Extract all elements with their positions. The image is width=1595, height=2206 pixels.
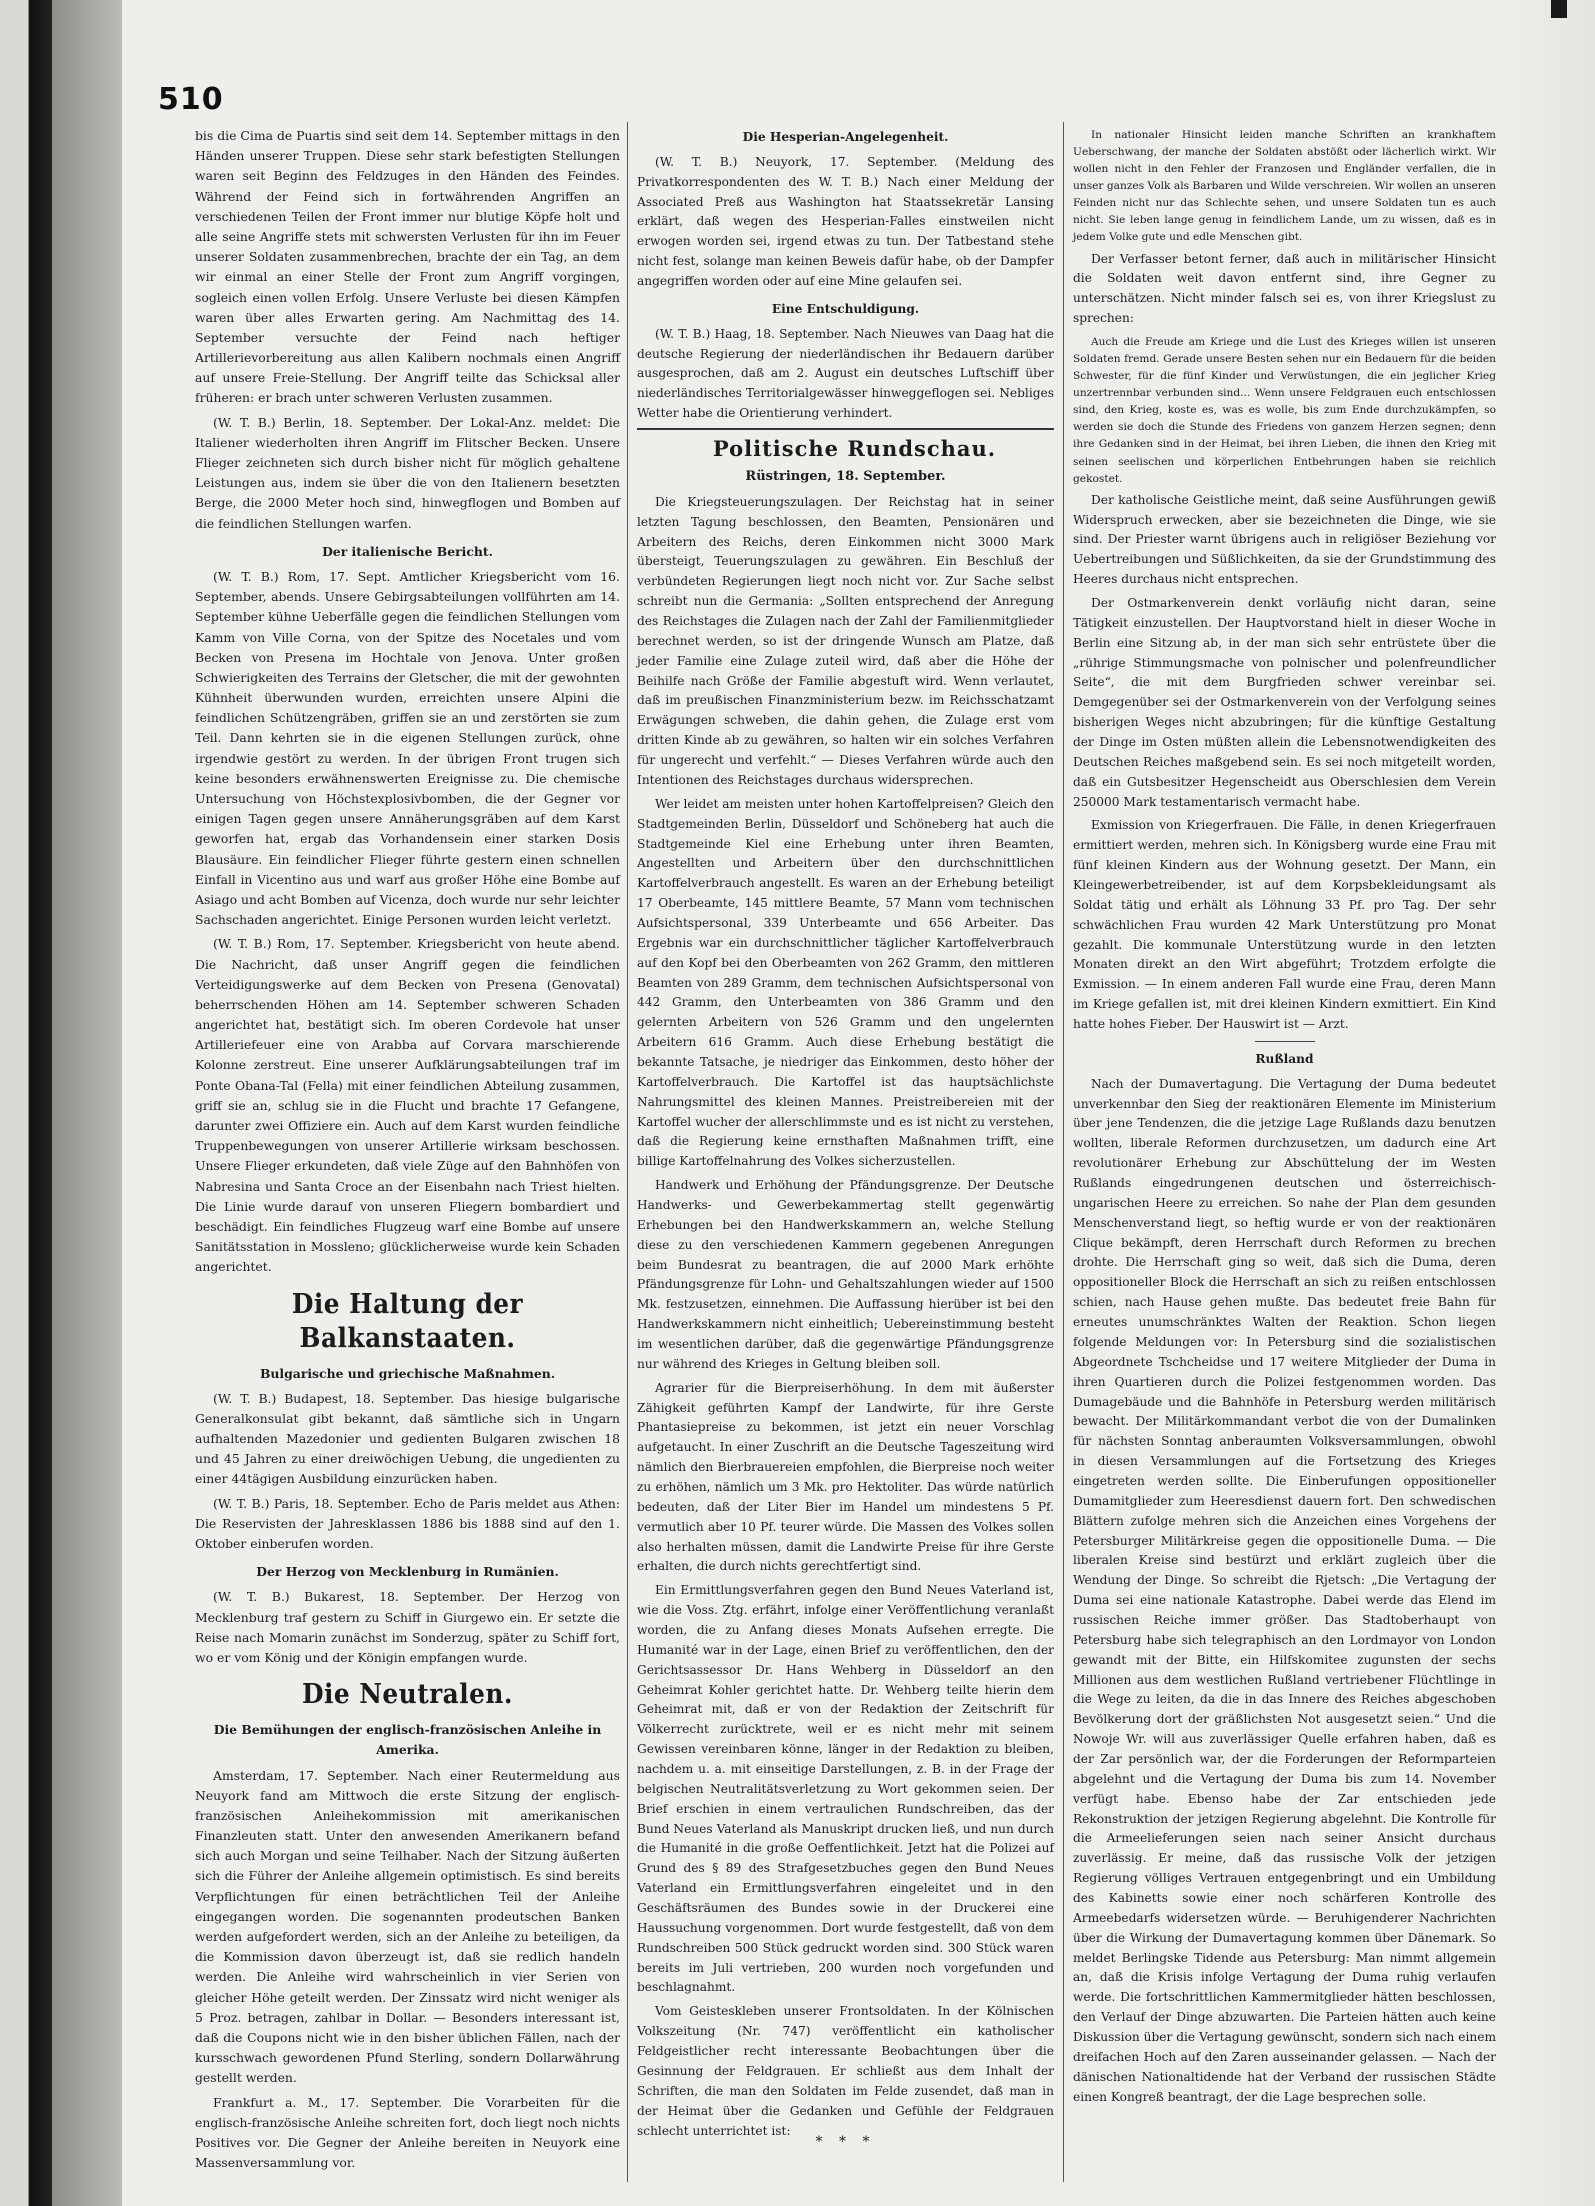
article-paragraph: (W. T. B.) Neuyork, 17. September. (Meldung des Privatkorrespondenten des W. T. B.) Nach einer Meldung der Associated Preß aus Washington hat Staatssekretär Lansing erklärt, daß wegen des Hesperian-Falles einstweilen nicht erwogen worden sei, irgend etwas zu tun. Der Tatbestand stehe nicht fest, solange man keinen Beweis dafür habe, ob der Dampfer angegriffen worden oder auf eine Mine gelaufen sei. bbox=[637, 154, 1054, 289]
article-paragraph: Vom Geisteskleben unserer Frontsoldaten. In der Kölnischen Volkszeitung (Nr. 747) veröffentlicht ein katholischer Feldgeistlicher recht interessante Beobachtungen über die Gesinnung der Feldgrauen. Er schließt aus dem Inhalt der Schriften, die man den Soldaten im Felde zusendet, daß man in der Heimat über die Gedanken und Gefühle der Feldgrauen schlecht unterrichtet ist: bbox=[637, 2004, 1054, 2138]
book-gutter-shadow bbox=[52, 0, 122, 2206]
article-paragraph: (W. T. B.) Bukarest, 18. September. Der Herzog von Mecklenburg traf gestern zu Schiff in Giurgewo ein. Er setzte die Reise nach Momarin zunächst im Sonderzug, später zu Schiff fort, wo er vom König und der Königin empfangen wurde. bbox=[195, 1589, 620, 1665]
article-paragraph: Nach der Dumavertagung. Die Vertagung der Duma bedeutet unverkennbar den Sieg der reaktionären Elemente im Ministerium über jene Tendenzen, die die jetzige Lage Rußlands dazu benutzen wollten, liberale Reformen durchzusetzen, um dadurch eine Art revolutionärer Erhebung zur Abschüttelung der im Westen Rußlands eingedrungenen deutschen und österreichisch-ungarischen Heere zu erreichen. So nahe der Plan dem gesunden Menschenverstand liegt, so heftig wurde er von der reaktionären Clique bekämpft, deren Herrschaft durch Reformen zu brechen drohte. Die Herrschaft ging so weit, daß sich die Duma, deren oppositioneller Block die Herrschaft an sich zu reißen entschlossen schien, nach Hause gehen mußte. Das bedeutet freie Bahn für erneutes unumschränktes Walten der Reaktion. Schon liegen folgende Meldungen vor: In Petersburg sind die sozialistischen Abgeordnete Tschcheidse und 17 weitere Mitglieder der Duma in ihren Quartieren durch die Polizei festgenommen worden. Das Dumagebäude und die Bahnhöfe in Petersburg werden militärisch bewacht. Der Militärkommandant verbot die von der Dumalinken für nächsten Sonntag anberaumten Volksversammlungen, obwohl in diesen Versammlungen auf die Fortsetzung des Krieges eingetreten werden sollte. Die Einberufungen oppositioneller Dumamitglieder zum Heeresdienst dauern fort. Den schwedischen Blättern zufolge mehren sich die Anzeichen eines Vorgehens der Petersburger Militärkreise gegen die oppositionelle Duma. — Die liberalen Kreise sind bestürzt und erklärt zugleich über die Wendung der Dinge. So schreibt die Rjetsch: „Die Vertagung der Duma sei eine nationale Katastrophe. Dabei werde das Elend im russischen Reiche immer größer. Das Stadtoberhaupt von Petersburg habe sich telegraphisch an den Lordmayor von London gewandt mit der Bitte, ein Hilfskomitee zugunsten der sechs Millionen aus dem westlichen Rußland vertriebener Flüchtlinge in die Wege zu leiten, da die in das Innere des Reiches abgeschoben Bevölkerung dort der gräßlichsten Not ausgesetzt seien.“ Und die Nowoje Wr. will aus zuverlässiger Quelle erfahren haben, daß es der Zar persönlich war, der die Forderungen der Reformparteien abgelehnt und die Vertagung der Duma bis zum 14. November verfügt habe. Ebenso habe der Zar entschieden jede Rekonstruktion der jetzigen Regierung abgelehnt. Die Kontrolle für die Armeelieferungen seien nach seiner Ansicht durchaus zuverlässig. Er meine, daß das russische Volk der jetzigen Regierung völliges Vertrauen entgegenbringt und ein Umbildung des Kabinetts sowie einer noch schärferen Kontrolle des Armeebedarfs widersetzen würde. — Beruhigenderer Nachrichten über die Wirkung der Dumavertagung kommen über Dänemark. So meldet Berlingske Tidende aus Petersburg: Man nimmt allgemein an, daß die Krisis infolge Vertagung der Duma ruhig verlaufen werde. Die fortschrittlichen Kammermitglieder hätten beschlossen, den Verlauf der Dinge abzuwarten. Die Parteien hätten auch keine Diskussion über die Vertagung gewünscht, sondern sich nach einem dreifachen Hoch auf den Zaren ausseinander gelassen. — Nach der dänischen Nationaltidende hat der Verband der russischen Städte einen Kongreß beantragt, der die Lage besprechen solle. bbox=[1073, 1076, 1496, 2104]
article-paragraph: Exmission von Kriegerfrauen. Die Fälle, in denen Kriegerfrauen ermittiert werden, mehren sich. In Königsberg wurde eine Frau mit fünf kleinen Kindern aus der Wohnung gesetzt. Der Mann, ein Kleingewerbetreibender, ist auf dem Korpsbekleidungsamt als Soldat tätig und erhält als Löhnung 33 Pf. pro Tag. Der sehr schwächlichen Frau wurden 42 Mark Unterstützung pro Monat gezahlt. Die kommunale Unterstützung wurde in den letzten Monaten direkt an den Wirt abgeführt; Trotzdem erfolgte die Exmission. — In einem anderen Fall wurde eine Frau, deren Mann im Kriege gefallen ist, mit drei kleinen Kindern exmittiert. Ein Kind hatte hohes Fieber. Der Hauswirt ist — Arzt. bbox=[1073, 818, 1496, 1032]
section-subheading: Die Bemühungen der englisch-französischen Anleihe in Amerika. bbox=[213, 1722, 602, 1758]
article-paragraph: (W. T. B.) Paris, 18. September. Echo de Paris meldet aus Athen: Die Reservisten der Jahresklassen 1886 bis 1888 sind auf den 1. Oktober einberufen worden. bbox=[195, 1495, 620, 1551]
major-heading-rundschau: Politische Rundschau. bbox=[712, 436, 997, 462]
article-paragraph: Ein Ermittlungsverfahren gegen den Bund Neues Vaterland ist, wie die Voss. Ztg. erfährt, infolge einer Veröffentlichung veranlaßt worden, die zu Anfang dieses Monats Aufsehen erregte. Die Humanité war in der Lage, einen Brief zu veröffentlichen, den der Gerichtsassessor Dr. Hans Wehberg in Düsseldorf an den Geheimrat Kohler gerichtet hatte. Dr. Wehberg teilte hierin dem Geheimrat mit, daß er von der Redaktion der Zeitschrift für Völkerrecht zurücktrete, weil er es nicht mehr mit seinem Gewissen vereinbaren könne, länger in der Redaktion zu bleiben, nachdem u. a. mit einseitige Darstellungen, z. B. in der Frage der belgischen Neutralitätsverletzung zu Wort gekommen seien. Der Brief erschien in einem vertraulichen Rundschreiben, das der Bund Neues Vaterland als Manuskript drucken ließ, und nun durch die Humanité in die große Oeffentlichkeit. Jetzt hat die Polizei auf Grund des § 89 des Strafgesetzbuches gegen den Bund Neues Vaterland ein Ermittlungsverfahren eingeleitet und in den Geschäftsräumen des Bundes sowie in der Druckerei eine Haussuchung vorgenommen. Dort wurde festgestellt, daß von dem Rundschreiben 500 Stück gedruckt worden sind. 300 Stück waren bereits im Juli vertrieben, 200 wurden noch vorgefunden und beschlagnahmt. bbox=[637, 1583, 1054, 1995]
section-divider bbox=[637, 428, 1054, 430]
section-heading: Der Herzog von Mecklenburg in Rumänien. bbox=[256, 1564, 559, 1580]
article-paragraph: (W. T. B.) Rom, 17. Sept. Amtlicher Kriegsbericht vom 16. September, abends. Unsere Gebirgsabteilungen vollführten am 14. September kühne Ueberfälle gegen die feindlichen Stellungen vom Kamm von Ville Corna, von der Spitze des Nocetales und vom Becken von Presena im Hochtale von Jenova. Unter großen Schwierigkeiten des Terrains der Gletscher, die mit der gewohnten Kühnheit überwunden wurden, erreichten unsere Alpini die feindlichen Schützengräben, griffen sie an und zerstörten sie zum Teil. Dann kehrten sie in die eigenen Stellungen zurück, ohne irgendwie gestört zu werden. In der übrigen Front trugen sich keine besonders erwähnenswerten Ereignisse zu. Die chemische Untersuchung von Höchstexplosivbomben, die der Gegner vor einigen Tagen gegen unsere Annäherungsgräben auf dem Karst geworfen hat, ergab das Vorhandensein einer starken Dosis Blausäure. Ein feindlicher Flieger führte gestern einen schnellen Einfall in Vicentino aus und warf aus großer Höhe eine Bombe auf Asiago und acht Bomben auf Vicenza, doch wurde nur sehr leichter Sachschaden angerichtet. Einige Personen wurden leicht verletzt. bbox=[195, 568, 620, 928]
corner-registration-mark bbox=[1551, 0, 1567, 18]
article-paragraph: (W. T. B.) Berlin, 18. September. Der Lokal-Anz. meldet: Die Italiener wiederholten ihren Angriff im Flitscher Becken. Unsere Flieger zeichneten sich durch bisher nicht für möglich gehaltene Leistungen aus, indem sie über die von den Italienern besetzten Berge, die 2000 Meter hoch sind, hinwegflogen und Bomben auf die feindlichen Stellungen warfen. bbox=[195, 414, 620, 531]
article-paragraph: (W. T. B.) Budapest, 18. September. Das hiesige bulgarische Generalkonsulat gibt bekannt, daß sämtliche sich in Ungarn aufhaltenden Mazedonier und gedienten Bulgaren zwischen 18 und 45 Jahren zu einer dreiwöchigen Uebung, die ungedienten zu einer 44tägigen Ausbildung einzurücken haben. bbox=[195, 1390, 620, 1487]
article-paragraph: Agrarier für die Bierpreiserhöhung. In dem mit äußerster Zähigkeit geführten Kampf der Landwirte, für ihre Gerste Phantasiepreise zu bekommen, ist jetzt ein neuer Vorschlag aufgetaucht. In einer Zuschrift an die Deutsche Tageszeitung wird nämlich den Bierbrauereien empfohlen, die Bierpreise noch weiter zu erhöhen, nämlich um 3 Mk. pro Hektoliter. Das würde natürlich bedeuten, daß der Liter Bier im Handel um mindestens 5 Pf. vermutlich aber 10 Pf. teurer würde. Die Massen des Volkes sollen also herhalten müssen, damit die Landwirte Preise für ihre Gerste erhalten, die durch nichts gerechtfertigt sind. bbox=[637, 1380, 1054, 1574]
section-subheading: Bulgarische und griechische Maßnahmen. bbox=[259, 1365, 556, 1381]
article-paragraph: bis die Cima de Puartis sind seit dem 14. September mittags in den Händen unserer Truppen. Diese sehr stark befestigten Stellungen waren seit Beginn des Feldzuges in den Händen des Feindes. Während der Feind sich in fortwährenden Angriffen an verschiedenen Teilen der Front immer nur blutige Köpfe holt und alle seine Angriffe stets mit schwersten Verlusten für ihn im Feuer unserer Soldaten zusammenbrechen, brachte der ein Tag, an dem wir einmal an einer Stelle der Front zum Angriff vorgingen, sogleich einen vollen Erfolg. Unsere Verluste bei diesen Kämpfen waren über alles Erwarten gering. Am Nachmittag des 14. September versuchte der Feind nach heftiger Artillerievorbereitung aus allen Kalibern nochmals einen Angriff auf unsere Freie-Stellung. Der Angriff teilte das Schicksal aller früheren: er brach unter schweren Verlusten zusammen. bbox=[195, 128, 620, 406]
article-paragraph: (W. T. B.) Rom, 17. September. Kriegsbericht von heute abend. Die Nachricht, daß unser Angriff gegen die feindlichen Verteidigungswerke auf dem Becken von Presena (Genovatal) beherrschenden Höhen am 14. September schweren Schaden angerichtet hat, bestätigt sich. Im oberen Cordevole hat unser Artilleriefeuer eine von Arabba auf Corvara marschierende Kolonne zerstreut. Eine unserer Aufklärungsabteilungen traf im Ponte Obana-Tal (Fella) mit einer feindlichen Abteilung zusammen, griff sie an, schlug sie in die Flucht und brachte 17 Gefangene, darunter zwei Offiziere ein. Auch auf dem Karst wurden feindliche Truppenbewegungen von unserer Artillerie wirksam beschossen. Unsere Flieger erkundeten, daß viele Züge auf den Bahnhöfen von Nabresina und Santa Croce an der Eisenbahn nach Triest hielten. Die Linie wurde darauf von unseren Fliegern bombardiert und beschädigt. Ein feindliches Flugzeug warf eine Bombe auf unsere Sanitätsstation in Mossleno; glücklicherweise wurde kein Schaden angerichtet. bbox=[195, 936, 620, 1275]
column-1 bbox=[195, 126, 620, 2177]
major-heading-neutral: Die Neutralen. bbox=[301, 1679, 514, 1711]
section-heading-russland: Rußland bbox=[1255, 1051, 1314, 1066]
article-paragraph: Amsterdam, 17. September. Nach einer Reutermeldung aus Neuyork fand am Mittwoch die erste Sitzung der englisch-französischen Anleihekommission mit amerikanischen Finanzleuten statt. Unter den anwesenden Amerikanern befand sich auch Morgan und seine Teilhaber. Nach der Sitzung äußerten sich die Führer der Anleihe allgemein optimistisch. Es sind bereits Verpflichtungen für einen beträchtlichen Teil der Anleihe eingegangen worden. Die sogenannten prodeutschen Banken werden aufgefordert werden, sich an der Anleihe zu beteiligen, da die Kommission davon überzeugt ist, daß sie redlich handeln werden. Die Anleihe wird wahrscheinlich in vier Serien von gleicher Höhe geteilt werden. Der Zinssatz wird nicht weniger als 5 Proz. betragen, zahlbar in Dollar. — Besonders interessant ist, daß die Coupons nicht wie in den bisher üblichen Fällen, nach der kursschwach gewordenen Pfund Sterling, sondern Dollarwährung gestellt werden. bbox=[195, 1767, 620, 2086]
article-paragraph: Wer leidet am meisten unter hohen Kartoffelpreisen? Gleich den Stadtgemeinden Berlin, Düsseldorf und Schöneberg hat auch die Stadtgemeinde Kiel eine Erhebung unter ihren Beamten, Angestellten und Arbeitern über den durchschnittlichen Kartoffelverbrauch angestellt. Es waren an der Erhebung beteiligt 17 Oberbeamte, 145 mittlere Beamte, 57 Mann vom technischen Aufsichtspersonal, 339 Unterbeamte und 656 Arbeiter. Das Ergebnis war ein durchschnittlicher täglicher Kartoffelverbrauch auf den Kopf bei den Oberbeamten von 262 Gramm, den mittleren Beamten von 289 Gramm, dem technischen Aufsichtspersonal von 442 Gramm, den Unterbeamten von 386 Gramm und den gelernten Arbeitern von 526 Gramm und den ungelernten Arbeitern 616 Gramm. Auch diese Erhebung bestätigt die bekannte Tatsache, je niedriger das Einkommen, desto höher der Kartoffelverbrauch. Die Kartoffel ist das hauptsächlichste Nahrungsmittel des kleinen Mannes. Preistreibereien mit der Kartoffel wucher der allerschlimmste und es ist nicht zu verstehen, daß die Regierung keine ernsthaften Maßnahmen trifft, eine billige Kartoffelnahrung des Volkes sicherzustellen. bbox=[637, 796, 1054, 1169]
article-paragraph: Handwerk und Erhöhung der Pfändungsgrenze. Der Deutsche Handwerks- und Gewerbekammertag stellt gegenwärtig Erhebungen bei den Handwerkskammern an, welche Stellung diese zu den verschiedenen Kammern gegebenen Anregungen beim Bundesrat zu beantragen, die auf 2000 Mark erhöhte Pfändungsgrenze für Lohn- und Gehaltszahlungen wieder auf 1500 Mk. festzusetzen, einnehmen. Die Auffassung hierüber ist bei den Handwerkskammern nicht einheitlich; Uebereinstimmung besteht im wesentlichen darüber, daß die gegenwärtige Pfändungsgrenze nur während des Krieges in Geltung bleiben soll. bbox=[637, 1178, 1054, 1371]
major-heading-balkan: Die Haltung der Balkanstaaten. bbox=[291, 1288, 524, 1354]
column-rule-1 bbox=[627, 122, 628, 2182]
page-right-margin bbox=[1500, 0, 1595, 2206]
article-paragraph: Frankfurt a. M., 17. September. Die Vorarbeiten für die englisch-französische Anleihe schreiten fort, doch liegt noch nichts Positives vor. Die Gegner der Anleihe bereiten in Neuyork eine Massenversammlung vor. bbox=[195, 2094, 620, 2171]
article-paragraph: (W. T. B.) Haag, 18. September. Nach Nieuwes van Daag hat die deutsche Regierung der niederländischen ihr Bedauern darüber ausgesprochen, daß am 2. August ein deutsches Luftschiff über niederländisches Territorialgewässer hinweggeflogen sei. Nebliges Wetter habe die Orientierung verhindert. bbox=[637, 326, 1054, 421]
article-paragraph: Der Ostmarkenverein denkt vorläufig nicht daran, seine Tätigkeit einzustellen. Der Hauptvorstand hielt in dieser Woche in Berlin eine Sitzung ab, in der man sich sehr entrüstete über die „rührige Stimmungsmache von polnischer und polenfreundlicher Seite“, die mit dem Burgfrieden schwer vereinbar sei. Demgegenüber sei der Ostmarkenverein von der Verfolgung seines bisherigen Weges nicht abzubringen; für die künftige Gestaltung der Dinge im Osten müßten allein die Lebensnotwendigkeiten des Deutschen Reiches maßgebend sein. Es sei noch mitgeteilt worden, daß ein Gutsbesitzer Hegenscheidt aus Oberschlesien dem Verein 250000 Mark testamentarisch vermacht habe. bbox=[1073, 595, 1496, 809]
section-heading: Eine Entschuldigung. bbox=[771, 301, 920, 316]
book-binding-edge bbox=[0, 0, 52, 2206]
section-heading: Der italienische Bericht. bbox=[322, 543, 493, 559]
footer-ornament bbox=[637, 2120, 1054, 2164]
footer-stars: * * * bbox=[815, 2134, 876, 2150]
article-paragraph: Die Kriegsteuerungszulagen. Der Reichstag hat in seiner letzten Tagung beschlossen, den Beamten, Pensionären und Arbeitern des Reichs, deren Einkommen nicht 3000 Mark übersteigt, Teuerungszulagen zu gewähren. Ein Beschluß der verbündeten Regierungen liegt noch nicht vor. Zur Sache selbst schreibt nun die Germania: „Sollten entsprechend der Anregung des Reichstages die Zulagen nach der Zahl der Familienmitglieder berechnet werden, so ist der dringende Wunsch am Platze, daß jeder Familie eine Zulage zuteil wird, daß aber die Höhe der Beihilfe nach Größe der Familie abgestuft wird. Wenn verlautet, daß im preußischen Finanzministerium bezw. im Reichsschatzamt Erwägungen schweben, die dahin gehen, die Zulage erst vom dritten Kinde ab zu gewähren, so halten wir ein solches Verfahren für ungerecht und verfehlt.“ — Dieses Verfahren würde auch den Intentionen des Reichstages durchaus widersprechen. bbox=[637, 494, 1054, 787]
column-3 bbox=[1073, 126, 1496, 2111]
article-paragraph: Der Verfasser betont ferner, daß auch in militärischer Hinsicht die Soldaten weit davon entfernt sind, ihre Gegner zu unterschätzen. Nicht minder falsch sei es, von ihrer Kriegslust zu sprechen: bbox=[1073, 251, 1496, 326]
section-heading: Die Hesperian-Angelegenheit. bbox=[742, 130, 949, 144]
quoted-paragraph: Auch die Freude am Kriege und die Lust des Krieges willen ist unseren Soldaten fremd. Gerade unsere Besten sehen nur ein Bedauern für die beiden Schwester, für die fünf Kinder und Verwüstungen, die ein jeglicher Krieg unzertrennbar verbunden sind... Wenn unsere Feldgrauen euch entschlossen sind, den Krieg, koste es, was es wolle, bis zum Ende durchzukämpfen, so werden sie doch die Stunde des Friedens von ganzem Herzen segnen; denn ihre Gedanken sind in der Heimat, bei ihren Lieben, die ihnen den Krieg mit seinen seelischen und körperlichen Entbehrungen haben sie reichlich gekostet. bbox=[1073, 334, 1496, 485]
page-number: 510 bbox=[158, 82, 224, 117]
short-divider bbox=[1255, 1041, 1315, 1042]
dateline: Rüstringen, 18. September. bbox=[745, 469, 946, 485]
column-rule-2 bbox=[1063, 122, 1064, 2182]
article-paragraph: Der katholische Geistliche meint, daß seine Ausführungen gewiß Widerspruch erwecken, aber sie bezeichneten die Dinge, wie sie sind. Der Priester warnt übrigens auch in religiöser Beziehung vor Uebertreibungen und Süßlichkeiten, da sie der Grundstimmung des Heeres durchaus nicht entsprechen. bbox=[1073, 492, 1496, 587]
column-2 bbox=[637, 128, 1054, 2145]
quoted-paragraph: In nationaler Hinsicht leiden manche Schriften an krankhaftem Ueberschwang, der manche der Soldaten abstößt oder lächerlich wirkt. Wir wollen nicht in den Fehler der Franzosen und Engländer verfallen, die in unser ganzes Volk als Barbaren und Wilde verschreien. Wir wollen an unseren Feinden nicht nur das Schlechte sehen, und unsere Soldaten tun es auch nicht. Sie leben lange genug in feindlichem Lande, um zu wissen, daß es in jedem Volke gute und edle Menschen gibt. bbox=[1073, 128, 1496, 244]
